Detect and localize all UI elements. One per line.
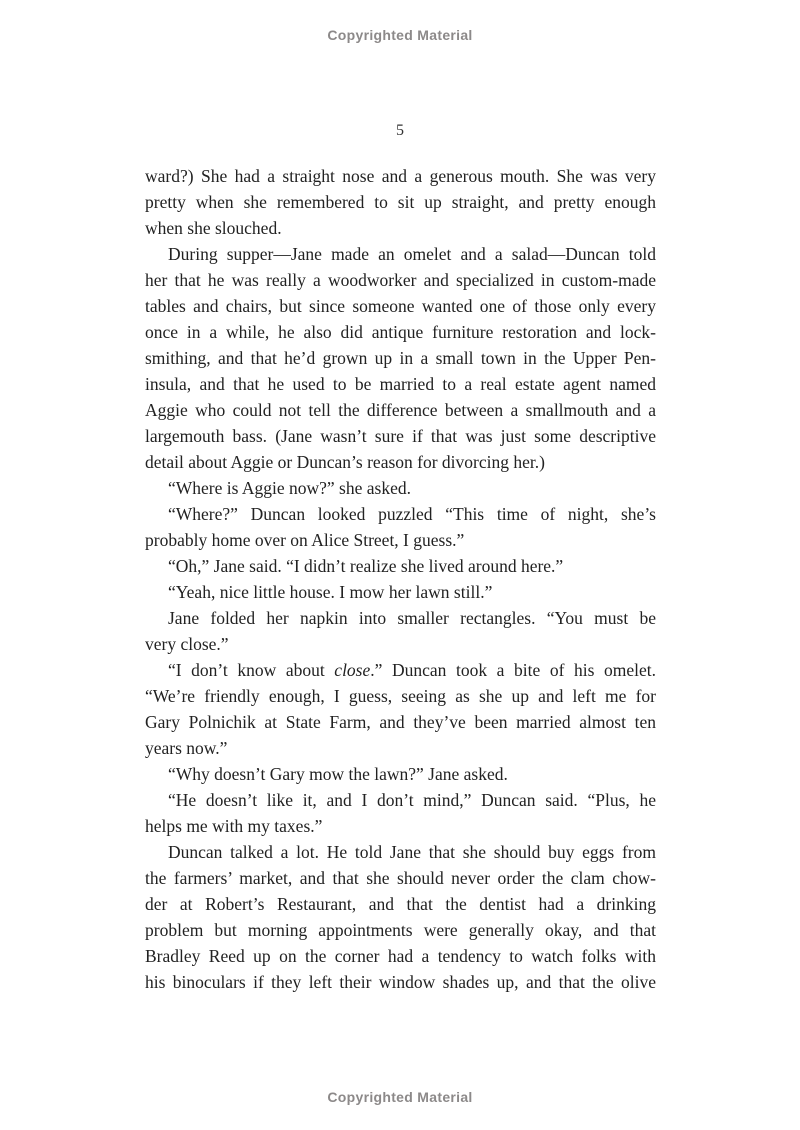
paragraph xyxy=(145,501,656,553)
paragraph xyxy=(145,163,656,241)
text-line: Jane folded her napkin into smaller rectangles. “You must be xyxy=(168,608,656,628)
paragraph xyxy=(145,475,656,501)
text-line: very close.” xyxy=(145,634,229,654)
text-line: when she slouched. xyxy=(145,218,282,238)
text-line: smithing, and that he’d grown up in a small town in the Upper Pen- xyxy=(145,348,656,368)
text-line: “We’re friendly enough, I guess, seeing as she up and left me for xyxy=(145,686,656,706)
text-line: “Yeah, nice little house. I mow her lawn still.” xyxy=(168,582,493,602)
text-line: ward?) She had a straight nose and a generous mouth. She was very xyxy=(145,166,656,186)
text-line: pretty when she remembered to sit up straight, and pretty enough xyxy=(145,192,656,212)
text-line: tables and chairs, but since someone wanted one of those only every xyxy=(145,296,656,316)
paragraph xyxy=(145,787,656,839)
text-line: Duncan talked a lot. He told Jane that she should buy eggs from xyxy=(168,842,656,862)
text-line: Aggie who could not tell the difference between a smallmouth and a xyxy=(145,400,656,420)
text-line: der at Robert’s Restaurant, and that the dentist had a drinking xyxy=(145,894,656,914)
paragraph xyxy=(145,241,656,475)
text-line: the farmers’ market, and that she should never order the clam chow- xyxy=(145,868,656,888)
text-line: his binoculars if they left their window shades up, and that the olive xyxy=(145,972,656,992)
text-block xyxy=(145,163,656,995)
paragraph xyxy=(145,761,656,787)
text-line: helps me with my taxes.” xyxy=(145,816,323,836)
text-line: insula, and that he used to be married to a real estate agent named xyxy=(145,374,656,394)
paragraph xyxy=(145,839,656,995)
text-line: “I don’t know about close.” Duncan took a bite of his omelet. xyxy=(168,660,656,680)
copyright-notice-bottom: Copyrighted Material xyxy=(327,1089,473,1105)
text-line: During supper—Jane made an omelet and a salad—Duncan told xyxy=(168,244,656,264)
text-line: probably home over on Alice Street, I guess.” xyxy=(145,530,465,550)
text-line: once in a while, he also did antique furniture restoration and lock- xyxy=(145,322,656,342)
text-line: “Why doesn’t Gary mow the lawn?” Jane asked. xyxy=(168,764,508,784)
paragraph xyxy=(145,553,656,579)
text-line: years now.” xyxy=(145,738,228,758)
text-line: “He doesn’t like it, and I don’t mind,” Duncan said. “Plus, he xyxy=(168,790,656,810)
text-line: largemouth bass. (Jane wasn’t sure if that was just some descriptive xyxy=(145,426,656,446)
text-line: “Where is Aggie now?” she asked. xyxy=(168,478,411,498)
text-line: “Oh,” Jane said. “I didn’t realize she lived around here.” xyxy=(168,556,564,576)
text-line: Gary Polnichik at State Farm, and they’ve been married almost ten xyxy=(145,712,656,732)
text-line: her that he was really a woodworker and specialized in custom-made xyxy=(145,270,656,290)
page-number: 5 xyxy=(396,122,404,139)
paragraph xyxy=(145,657,656,761)
text-line: Bradley Reed up on the corner had a tendency to watch folks with xyxy=(145,946,656,966)
paragraph xyxy=(145,579,656,605)
paragraph xyxy=(145,605,656,657)
text-line: detail about Aggie or Duncan’s reason for divorcing her.) xyxy=(145,452,545,472)
copyright-notice-top: Copyrighted Material xyxy=(327,27,473,43)
text-line: “Where?” Duncan looked puzzled “This time of night, she’s xyxy=(168,504,656,524)
text-line: problem but morning appointments were generally okay, and that xyxy=(145,920,656,940)
